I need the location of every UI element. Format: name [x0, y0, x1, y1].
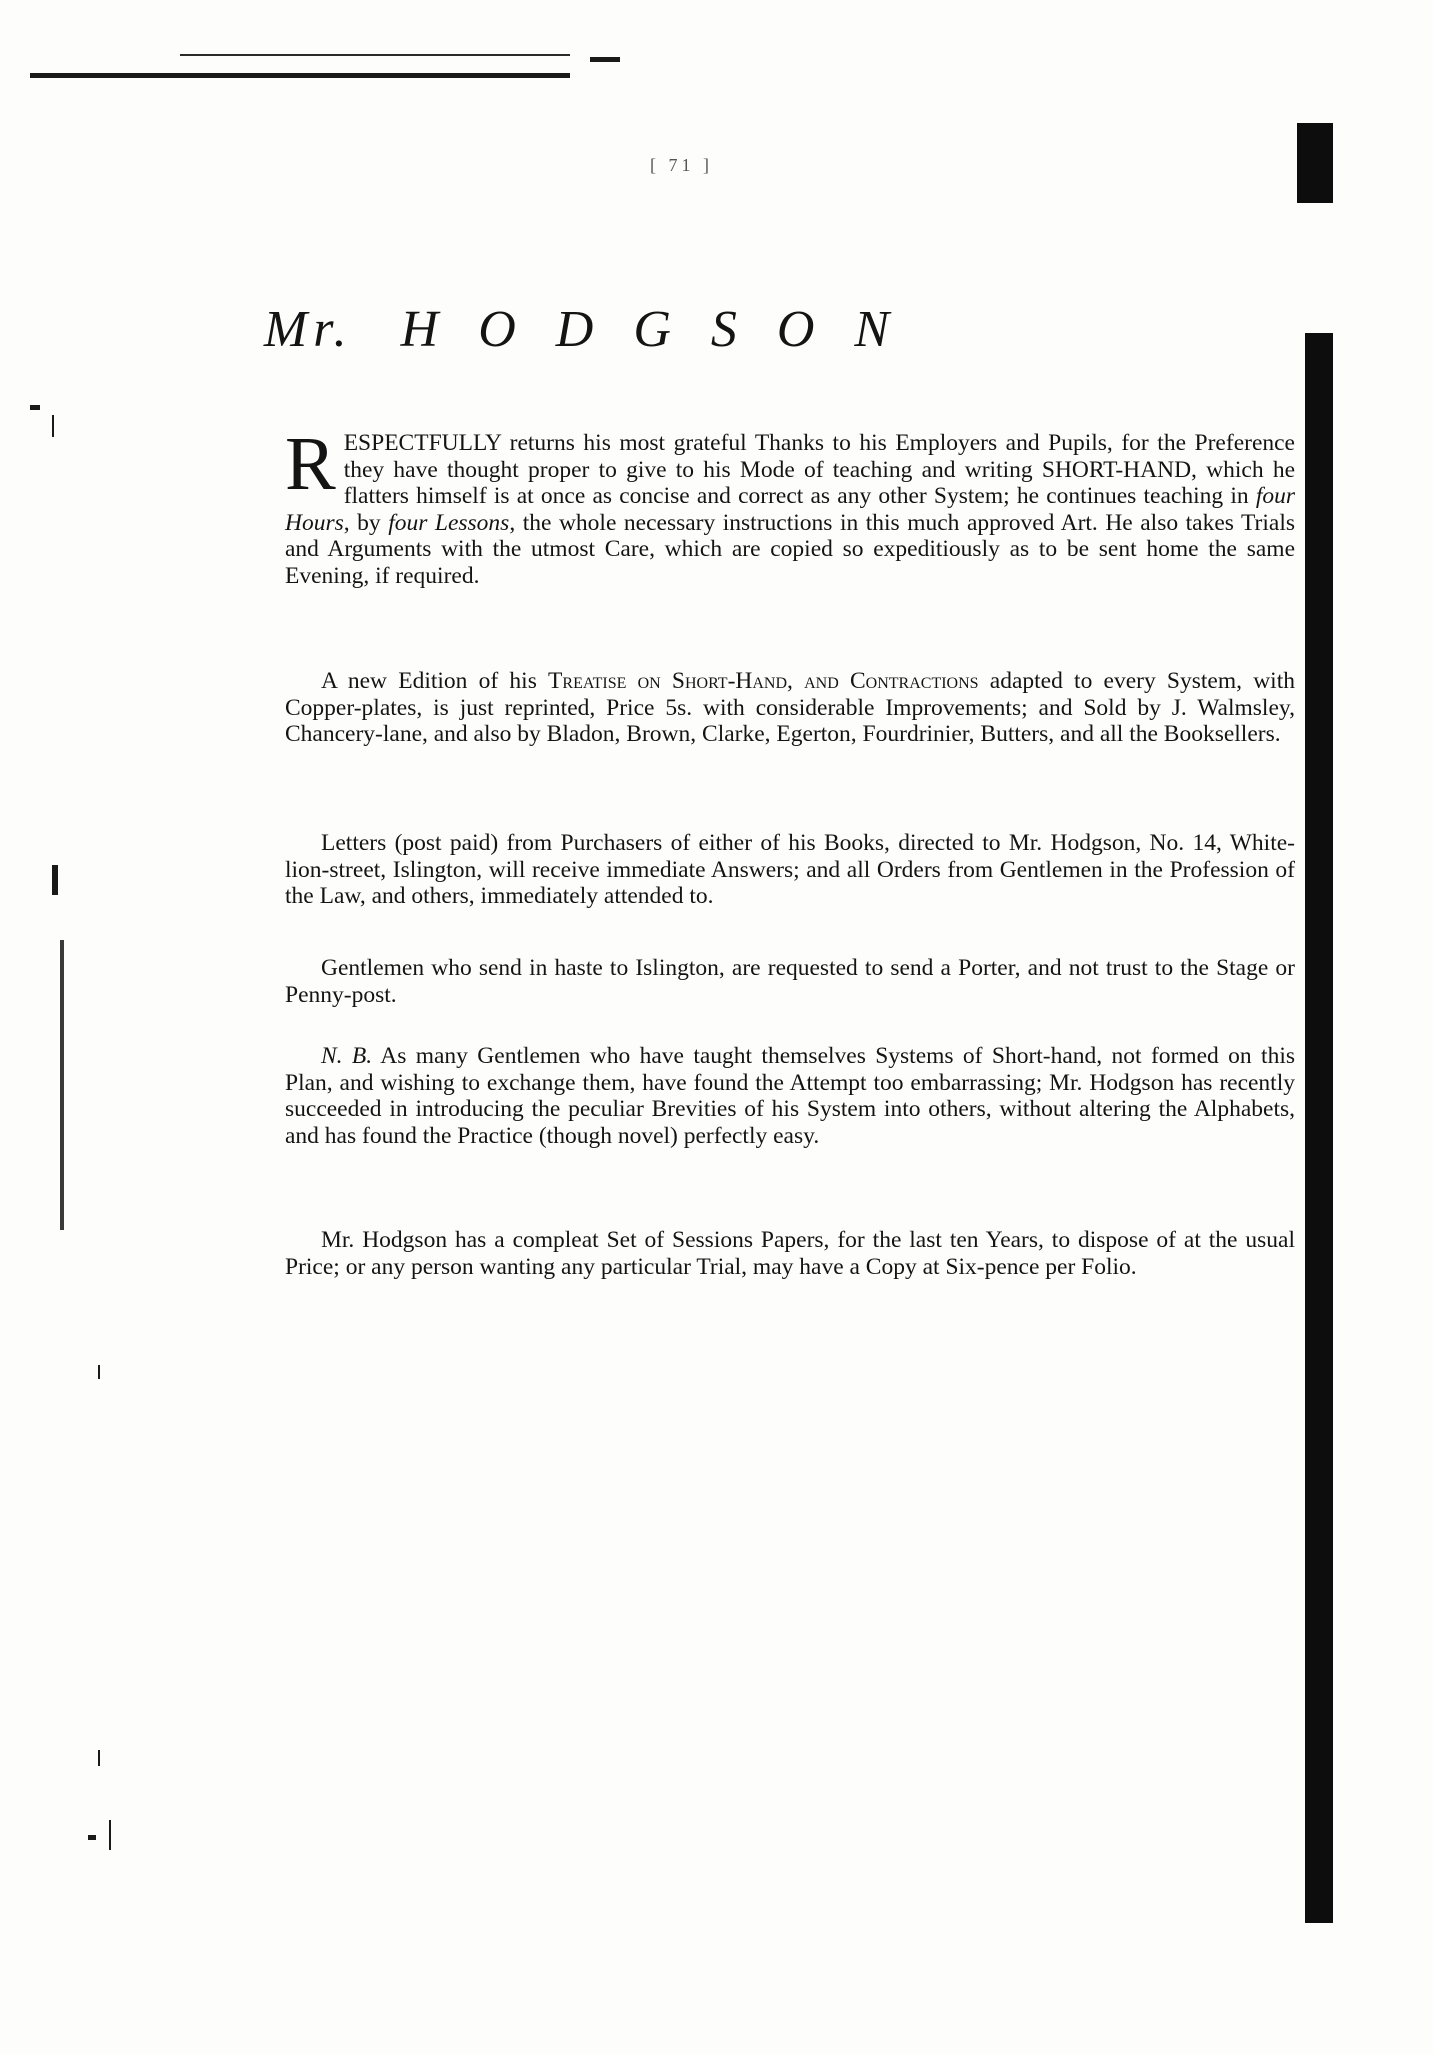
paragraph-nota-bene — [285, 1043, 1295, 1149]
paragraph-text: A new Edition of his — [321, 668, 549, 694]
paragraph-text: , the whole necessary instructions in this much approved Art. He also takes Trials and Arguments with the utmost Care, which are copied so expeditiously as to be sent home the same Evening, if required. — [285, 509, 1295, 589]
paragraph-sessions-papers: Mr. Hodgson has a compleat Set of Sessions Papers, for the last ten Years, to dispose of at the usual Price; or any person wanting any particular Trial, may have a Copy at Six-pence per Folio. — [285, 1227, 1295, 1280]
scan-mark — [52, 415, 54, 437]
paragraph-thanks — [285, 422, 1295, 589]
scan-mark — [98, 1750, 100, 1766]
page-title — [0, 300, 1313, 359]
scan-binding-strip — [60, 940, 64, 1230]
italic-phrase: four Lessons — [388, 509, 510, 536]
paragraph-text: adapted to every System, with Copper-plates, is just reprinted, Price 5s. with considerable Improvements; and Sold by J. Walmsley, Chancery-lane, and also by Bladon, Brown, Clarke, Egerton, Fourdrinier, Butters, and all the Booksellers. — [285, 668, 1295, 747]
paragraph-text: As many Gentlemen who have taught themselves Systems of Short-hand, not formed on this Plan, and wishing to exchange them, have found the Attempt too embarrassing; Mr. Hodgson has recently succeeded in introducing the peculiar Brevities of his System into others, without altering the Alphabets, and has found the Practice (though novel) perfectly easy. — [285, 1043, 1295, 1149]
scan-mark — [98, 1365, 100, 1379]
scan-edge-bar — [1305, 333, 1333, 1923]
scan-mark — [109, 1820, 111, 1850]
page-folio: [ 71 ] — [650, 155, 713, 175]
scan-edge-rule — [30, 73, 570, 78]
scan-edge-block — [1297, 123, 1333, 203]
paragraph-gentlemen: Gentlemen who send in haste to Islington, are requested to send a Porter, and not trust to the Stage or Penny-post. — [285, 955, 1295, 1008]
scan-mark — [52, 865, 58, 895]
paragraph-new-edition — [285, 668, 1295, 748]
book-title: Treatise on Short-Hand, and Contractions — [548, 668, 979, 694]
scan-edge-dash — [590, 57, 620, 62]
scan-mark — [88, 1835, 96, 1840]
lead-word: ESPECTFULLY — [343, 430, 502, 456]
paragraph-letters: Letters (post paid) from Purchasers of either of his Books, directed to Mr. Hodgson, No. 14, White-lion-street, Islington, will receive immediate Answers; and all Orders from Gentlemen in the Profession of the Law, and others, immediately attended to. — [285, 830, 1295, 909]
scan-mark — [30, 405, 40, 410]
paragraph-text: , by — [343, 509, 389, 536]
title-name: HODGSON — [400, 301, 930, 358]
title-prefix: Mr. — [263, 301, 353, 358]
italic-phrase: four Hours — [285, 483, 1295, 536]
paragraph-text: returns his most grateful Thanks to his Employers and Pupils, for the Preference they have thought proper to give to his Mode of teaching and writing SHORT-HAND, which he flatters himself is at once as concise and correct as any other System; he continues teaching in — [343, 430, 1295, 509]
scan-edge-rule-thin — [180, 54, 570, 56]
drop-cap: R — [285, 422, 336, 506]
nb-label: N. B. — [321, 1043, 373, 1069]
